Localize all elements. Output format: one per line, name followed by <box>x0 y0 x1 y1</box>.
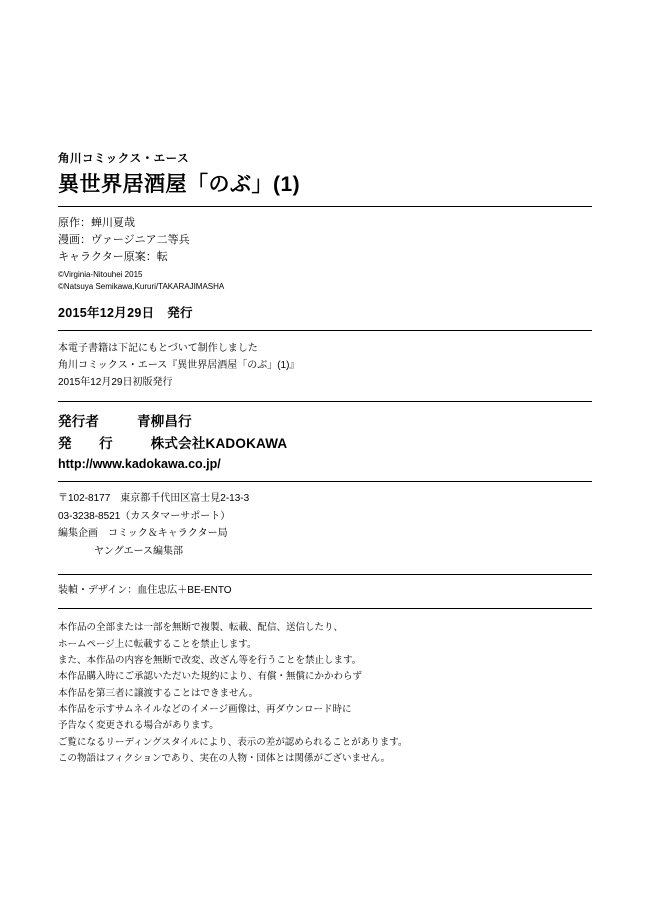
legal-line: 本作品購入時にご承認いただいた規約により、有償・無償にかかわらず <box>58 671 363 683</box>
legal-line: 本作品を第三者に譲渡することはできません。 <box>58 687 259 699</box>
credits-block <box>58 215 592 266</box>
divider-after-publisher <box>58 481 592 482</box>
company-line <box>58 433 592 455</box>
publisher-block <box>58 411 592 473</box>
legal-line: ご覧になるリーディングスタイルにより、表示の差が認められることがあります。 <box>58 736 408 748</box>
legal-line: 予告なく変更される場合があります。 <box>58 720 219 732</box>
divider-after-design-credit <box>58 608 592 609</box>
copyright-line-2: ©Natsuya Semikawa,Kururi/TAKARAJIMASHA <box>58 282 225 292</box>
divider-under-title <box>58 206 592 207</box>
divider-after-address <box>58 574 592 575</box>
credit-original-author: 原作：蝉川夏哉 <box>58 217 135 230</box>
source-note-line-1: 本電子書籍は下記にもとづいて制作しました <box>58 343 258 355</box>
issuer-name: 青柳昌行 <box>137 414 192 430</box>
credit-character-design: キャラクター原案：転 <box>58 251 168 264</box>
company-name: 株式会社KADOKAWA <box>150 435 288 451</box>
legal-line: また、本作品の内容を無断で改変、改ざん等を行うことを禁止します。 <box>58 654 362 666</box>
issuer-label: 発行者 <box>58 414 100 430</box>
credit-artist: 漫画：ヴァージニア二等兵 <box>58 234 190 247</box>
company-label: 発 行 <box>58 435 113 451</box>
copyright-block <box>58 269 592 293</box>
copyright-line-1: ©Virginia-Nitouhei 2015 <box>58 270 143 280</box>
publisher-url: http://www.kadokawa.co.jp/ <box>58 456 221 471</box>
publication-date: 2015年12月29日 発行 <box>58 306 193 321</box>
divider-after-publication-date <box>58 330 592 331</box>
editorial-department: ヤングエース編集部 <box>94 545 183 557</box>
editorial-division: 編集企画 コミック＆キャラクター局 <box>58 528 228 540</box>
issuer-line <box>58 411 592 433</box>
design-credit: 装幀・デザイン：血住忠広＋BE-ENTO <box>58 585 232 597</box>
imprint-label: 角川コミックス・エース <box>58 153 190 165</box>
source-note-line-2: 角川コミックス・エース『異世界居酒屋「のぶ」(1)』 <box>58 360 300 372</box>
legal-line: この物語はフィクションであり、実在の人物・団体とは関係がございません。 <box>58 752 391 764</box>
source-note-block <box>58 340 592 391</box>
divider-after-source-note <box>58 401 592 402</box>
colophon-page <box>58 150 592 767</box>
phone-number: 03-3238-8521（カスタマーサポート） <box>58 510 231 522</box>
source-note-line-3: 2015年12月29日初版発行 <box>58 377 173 389</box>
legal-line: 本作品の全部または一部を無断で複製、転載、配信、送信したり、 <box>58 622 344 634</box>
legal-line: 本作品を示すサムネイルなどのイメージ画像は、再ダウンロード時に <box>58 703 352 715</box>
legal-line: ホームページ上に転載することを禁止します。 <box>58 638 257 650</box>
legal-notice-block <box>58 620 592 767</box>
postal-address: 〒102-8177 東京都千代田区富士見2-13-3 <box>58 493 250 505</box>
page-title: 異世界居酒屋「のぶ」(1) <box>58 173 301 196</box>
address-block <box>58 490 592 560</box>
